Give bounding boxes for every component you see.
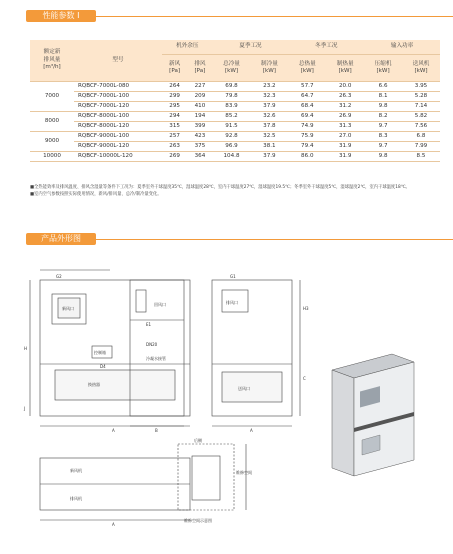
table-row: [30, 122, 440, 132]
section-title-drawings: 产品外形图: [41, 234, 81, 243]
subcolumn-name: 排风: [194, 60, 206, 67]
subcolumn-unit: [Pa]: [194, 68, 206, 74]
label-return-port: 回风口: [154, 302, 166, 307]
subcolumn-name: 压缩机: [374, 60, 392, 67]
cell-model: RQBCF-7000L-080: [74, 82, 162, 92]
product-outline-drawing: [0, 250, 453, 554]
supply-port-outline: [222, 372, 282, 402]
label-plan-fresh: 新风机: [70, 468, 82, 473]
cell-value: 32.6: [250, 112, 288, 122]
cell-value: 410: [187, 102, 212, 112]
cell-value: 315: [162, 122, 187, 132]
cell-airflow: 9000: [30, 132, 74, 152]
cell-value: 9.8: [364, 102, 402, 112]
cell-value: 9.7: [364, 142, 402, 152]
subcolumn-name: 总热量: [298, 60, 316, 67]
cell-value: 37.9: [250, 102, 288, 112]
table-row: [30, 112, 440, 122]
cell-value: 8.2: [364, 112, 402, 122]
cell-model: RQBCF-10000L-120: [74, 152, 162, 162]
cell-value: 37.8: [250, 122, 288, 132]
label-condensate: 冷凝水接管: [146, 356, 166, 361]
subcolumn-name: 制热量: [336, 60, 354, 67]
header-subcolumn: [250, 55, 288, 82]
cell-value: 32.5: [250, 132, 288, 142]
header-group-pressure: 机外余压: [162, 40, 213, 55]
subcolumn-unit: [Pa]: [169, 68, 181, 74]
label-plan-A: A: [112, 522, 115, 527]
table-row: [30, 82, 440, 92]
header-airflow-line2: 排风量: [43, 56, 61, 63]
header-airflow-unit: [m³/h]: [43, 64, 61, 71]
cell-value: 79.4: [288, 142, 326, 152]
table-row: [30, 142, 440, 152]
header-subcolumn: [213, 55, 251, 82]
cell-value: 7.14: [402, 102, 440, 112]
label-G2: G2: [56, 274, 62, 279]
cell-value: 227: [187, 82, 212, 92]
cell-value: 8.1: [364, 92, 402, 102]
cell-value: 37.9: [250, 152, 288, 162]
subcolumn-unit: [kW]: [224, 68, 239, 74]
header-subcolumn: [288, 55, 326, 82]
plan-view: [40, 458, 190, 520]
cell-model: RQBCF-7000L-120: [74, 102, 162, 112]
cell-value: 295: [162, 102, 187, 112]
cell-value: 9.7: [364, 122, 402, 132]
label-control-box: 控制箱: [94, 350, 106, 355]
cell-value: 423: [187, 132, 212, 142]
cell-value: 69.8: [213, 82, 251, 92]
cell-value: 26.3: [326, 92, 364, 102]
cell-model: RQBCF-9000L-120: [74, 142, 162, 152]
label-J: J: [24, 406, 26, 411]
cell-value: 74.9: [288, 122, 326, 132]
cell-value: 38.1: [250, 142, 288, 152]
subcolumn-unit: [kW]: [262, 68, 276, 74]
cell-value: 31.3: [326, 122, 364, 132]
section-divider: [96, 16, 453, 17]
cell-value: 86.0: [288, 152, 326, 162]
subcolumn-unit: [kW]: [376, 68, 390, 74]
header-subcolumn: [364, 55, 402, 82]
label-fresh-port: 新风口: [62, 306, 74, 311]
clearance-view: [178, 444, 246, 510]
label-G1: G1: [230, 274, 236, 279]
label-B: B: [155, 428, 158, 433]
cell-airflow: 8000: [30, 112, 74, 132]
heat-exchanger-outline: [55, 370, 175, 400]
note-line: ■全热能效率及排风温度、排风含湿量等条件下工况为：夏季室外干球温度35℃，湿球温度28℃，室内干球温度27℃，湿球温度19.5℃；冬季室外干球温度5℃，湿球温度2℃，室内干球温度18℃。: [30, 185, 410, 190]
cell-value: 79.8: [213, 92, 251, 102]
label-H: H: [24, 346, 28, 351]
cell-value: 6.8: [402, 132, 440, 142]
header-subcolumn: [187, 55, 212, 82]
subcolumn-unit: [kW]: [414, 68, 428, 74]
label-C: C: [303, 376, 306, 381]
cell-value: 104.8: [213, 152, 251, 162]
side-return-port: [136, 290, 146, 312]
header-group-summer: 夏季工况: [213, 40, 289, 55]
header-airflow: [30, 40, 74, 82]
header-model: 型号: [74, 40, 162, 82]
cell-model: RQBCF-7000L-100: [74, 92, 162, 102]
cell-value: 364: [187, 152, 212, 162]
cell-value: 83.9: [213, 102, 251, 112]
header-subcolumn: [326, 55, 364, 82]
label-DN20: DN20: [146, 342, 158, 347]
label-D4: D4: [100, 364, 106, 369]
label-heat-exchanger: 换热器: [88, 382, 100, 387]
cell-value: 5.82: [402, 112, 440, 122]
label-A2: A: [250, 428, 253, 433]
cell-value: 85.2: [213, 112, 251, 122]
clearance-unit: [192, 456, 220, 500]
label-H3: H3: [303, 306, 309, 311]
cell-airflow: 7000: [30, 82, 74, 112]
cell-value: 194: [187, 112, 212, 122]
cell-value: 31.9: [326, 152, 364, 162]
cell-value: 31.9: [326, 142, 364, 152]
cell-value: 3.95: [402, 82, 440, 92]
front-view: [30, 270, 190, 426]
cell-value: 92.8: [213, 132, 251, 142]
cell-value: 75.9: [288, 132, 326, 142]
label-A: A: [112, 428, 115, 433]
subcolumn-name: 总冷量: [223, 60, 240, 67]
label-plan-caption: 维修空间示意图: [184, 518, 212, 523]
header-group-winter: 冬季工况: [288, 40, 364, 55]
subcolumn-name: 制冷量: [261, 60, 278, 67]
label-side-clear: 维修空间: [236, 470, 252, 475]
table-body: [30, 82, 440, 162]
cell-value: 20.0: [326, 82, 364, 92]
section-title-params: 性能参数 I: [42, 11, 80, 20]
cell-value: 27.0: [326, 132, 364, 142]
header-airflow-line1: 额定新: [43, 49, 61, 56]
cell-value: 6.6: [364, 82, 402, 92]
cell-value: 299: [162, 92, 187, 102]
section-divider: [96, 239, 453, 240]
cell-value: 31.2: [326, 102, 364, 112]
header-group-power: 输入功率: [364, 40, 440, 55]
cell-value: 23.2: [250, 82, 288, 92]
table-row: [30, 132, 440, 142]
cell-value: 57.7: [288, 82, 326, 92]
cell-value: 263: [162, 142, 187, 152]
label-plan-exhaust: 排风机: [70, 496, 82, 501]
cell-value: 8.3: [364, 132, 402, 142]
subcolumn-name: 新风: [169, 60, 181, 67]
cell-value: 7.99: [402, 142, 440, 152]
cell-value: 91.5: [213, 122, 251, 132]
note-line: ■室内空气参数按照实际使用情况，新风/排风量、总冷/制冷量变化。: [30, 192, 162, 197]
cell-value: 294: [162, 112, 187, 122]
cell-value: 26.9: [326, 112, 364, 122]
cell-value: 269: [162, 152, 187, 162]
table-notes: [30, 184, 450, 198]
subcolumn-unit: [kW]: [338, 68, 352, 74]
cell-value: 96.9: [213, 142, 251, 152]
cell-value: 264: [162, 82, 187, 92]
label-supply-port: 送风口: [238, 386, 250, 391]
cell-airflow: 10000: [30, 152, 74, 162]
cell-value: 257: [162, 132, 187, 142]
performance-table: [30, 40, 440, 162]
cell-value: 5.28: [402, 92, 440, 102]
cell-value: 68.4: [288, 102, 326, 112]
cell-value: 399: [187, 122, 212, 132]
cell-model: RQBCF-8000L-100: [74, 112, 162, 122]
label-back-side: 后侧: [194, 438, 202, 443]
table-row: [30, 92, 440, 102]
cell-value: 8.5: [402, 152, 440, 162]
label-exhaust-port: 排风口: [226, 300, 238, 305]
cell-value: 7.56: [402, 122, 440, 132]
product-3d-render: [332, 354, 414, 476]
cell-value: 209: [187, 92, 212, 102]
cell-value: 64.7: [288, 92, 326, 102]
table-row: [30, 102, 440, 112]
cell-value: 375: [187, 142, 212, 152]
cell-model: RQBCF-9000L-100: [74, 132, 162, 142]
subcolumn-unit: [kW]: [300, 68, 314, 74]
cell-value: 32.3: [250, 92, 288, 102]
cell-model: RQBCF-8000L-120: [74, 122, 162, 132]
header-subcolumn: [402, 55, 440, 82]
label-E1: E1: [146, 322, 152, 327]
subcolumn-name: 送风机: [412, 60, 430, 67]
header-subcolumn: [162, 55, 187, 82]
cell-value: 9.8: [364, 152, 402, 162]
table-row: [30, 152, 440, 162]
cell-value: 69.4: [288, 112, 326, 122]
